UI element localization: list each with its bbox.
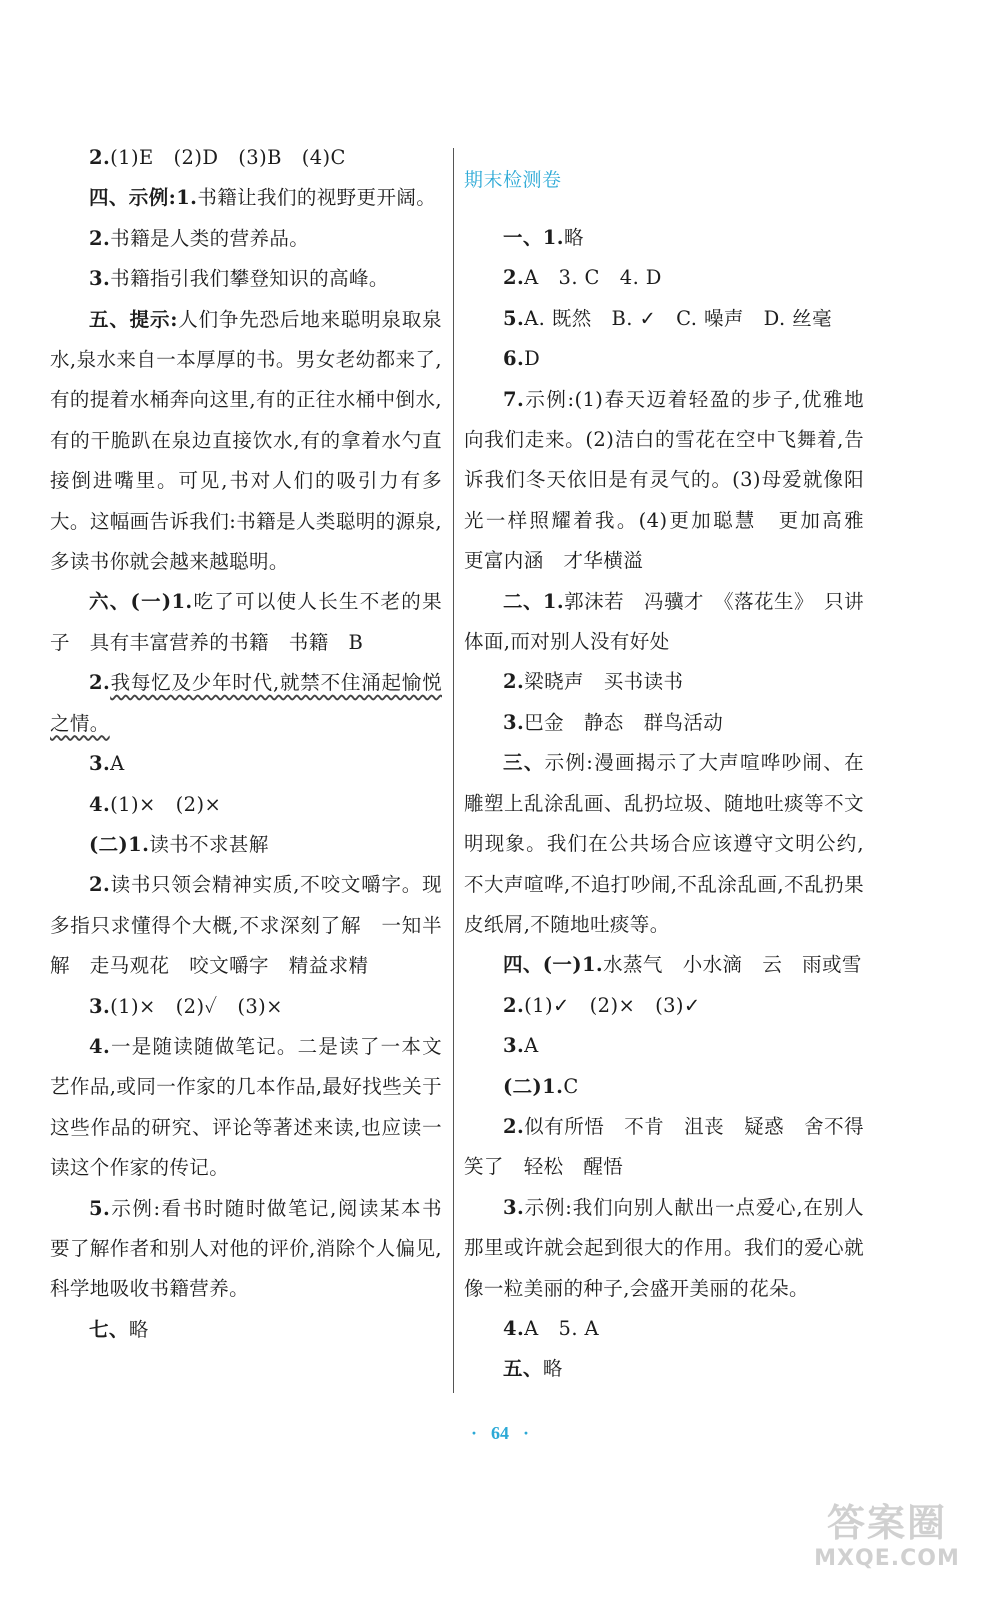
answer-text: 书籍是人类的营养品。 [110,226,310,250]
answer-line [50,987,442,1027]
answer-line [50,785,442,825]
answer-line [50,744,442,784]
answer-text: (1)✓ (2)× (3)✓ [524,993,701,1017]
answer-number: 2. [89,146,111,169]
answer-number: 4. [89,1034,111,1058]
answer-number: 2. [503,670,525,694]
answer-line [464,1309,864,1349]
answer-line [464,945,864,985]
answer-number: 2. [89,873,111,897]
answer-number: 5. [503,306,525,330]
answer-text: 读书不求甚解 [149,832,269,856]
answer-text: 略 [128,1317,149,1341]
answer-number: 3. [89,994,111,1018]
answer-text: 我每忆及少年时代,就禁不住涌起愉悦之情。 [50,671,442,735]
right-column [464,138,884,1390]
answer-number: 三、 [503,751,545,775]
answer-text: A 5. A [524,1316,600,1340]
answer-text: (1)× (2)✓ (3)× [110,994,283,1018]
answer-line [50,1027,442,1189]
answer-number: 3. [89,752,111,776]
answer-text: 读书只领会精神实质,不咬文嚼字。现多指只求懂得个大概,不求深刻了解 一知半解 走马观花 咬文嚼字 精益求精 [50,873,442,978]
answer-text: (1)E (2)D (3)B (4)C [110,146,346,169]
answer-text: 示例:(1)春天迈着轻盈的步子,优雅地向我们走来。(2)洁白的雪花在空中飞舞着,告诉我们冬天依旧是有灵气的。(3)母爱就像阳光一样照耀着我。(4)更加聪慧 更加高雅 更富内涵 才华横溢 [464,387,884,573]
answer-text: C [563,1074,579,1098]
watermark-bottom-text: MXQE.COM [814,1546,960,1571]
answer-text: 书籍让我们的视野更开阔。 [197,186,437,210]
answer-text: 书籍指引我们攀登知识的高峰。 [110,267,389,291]
answer-number: (二)1. [503,1074,564,1098]
answer-line [50,138,442,178]
answer-line [464,662,864,702]
answer-line [50,825,442,865]
answer-line [50,1189,442,1310]
answer-text: 略 [542,1357,563,1381]
watermark-top-text: 答案圈 [826,1501,947,1545]
answer-line [464,743,864,945]
answer-line [464,299,864,339]
answer-line [50,1310,442,1350]
answer-line [50,663,442,744]
answer-number: 2. [503,266,525,290]
answer-number: 四、(一)1. [503,953,604,977]
answer-text: A 3. C 4. D [524,266,662,290]
answer-number: 5. [89,1196,111,1220]
page-number-footer [0,1423,1000,1444]
answer-text: 巴金 静态 群鸟活动 [524,710,724,734]
answer-text: A. 既然 B. ✓ C. 噪声 D. 丝毫 [524,306,832,330]
answer-line [50,219,442,259]
answer-text: 示例:漫画揭示了大声喧哗吵闹、在雕塑上乱涂乱画、乱扔垃圾、随地吐痰等不文明现象。我们在公共场合应该遵守文明公约,不大声喧哗,不追打吵闹,不乱涂乱画,不乱扔果皮纸屑,不随地吐痰等。 [464,751,864,936]
answer-line [50,178,442,218]
answer-number: 五、提示: [89,307,178,331]
answer-text: 示例:我们向别人献出一点爱心,在别人那里或许就会起到很大的作用。我们的爱心就像一粒美丽的种子,会盛开美丽的花朵。 [464,1195,864,1300]
page-number: 64 [491,1423,509,1443]
answer-number: 4. [503,1316,525,1340]
answer-number: 2. [89,226,111,250]
answer-number: 7. [503,387,525,411]
answer-text: 一是随读随做笔记。二是读了一本文艺作品,或同一作家的几本作品,最好找些关于这些作品的研究、评论等著述来读,也应读一读这个作家的传记。 [50,1034,442,1180]
answer-line [464,380,884,582]
answer-line [464,218,864,258]
answer-text: D [524,347,541,371]
answer-text: 人们争先恐后地来聪明泉取泉水,泉水来自一本厚厚的书。男女老幼都来了,有的提着水桶奔向这里,有的正往水桶中倒水,有的干脆趴在泉边直接饮水,有的拿着水勺直接倒进嘴里。可见,书对人们的吸引力有多大。这幅画告诉我们:书籍是人类聪明的源泉,多读书你就会越来越聪明。 [50,307,442,574]
answer-text: 水蒸气 小水滴 云 雨或雪 [603,953,862,977]
page-dot-left: · [470,1423,477,1443]
answer-number: 3. [89,267,111,291]
answer-number: 一、1. [503,226,564,249]
column-divider [453,148,454,1393]
answer-line [464,1067,864,1107]
answer-line [464,339,864,379]
answer-number: 六、(一)1. [89,590,193,614]
answer-text: 梁晓声 买书读书 [524,670,684,694]
answer-text: 郭沫若 冯骥才 《落花生》 只讲体面,而对别人没有好处 [464,589,864,654]
answer-line [464,1349,864,1389]
answer-number: 3. [503,710,525,734]
right-column-body [464,218,884,1390]
answer-number: (二)1. [89,832,150,856]
answer-line [464,1026,864,1066]
watermark-logo [792,1492,982,1582]
answer-text: A [110,752,125,776]
answer-line [50,300,442,583]
answer-number: 2. [503,1114,525,1138]
section-title: 期末检测卷 [464,169,562,191]
answer-number: 七、 [89,1317,129,1341]
answer-text: (1)× (2)× [110,792,222,816]
answer-text: 似有所悟 不肯 沮丧 疑惑 舍不得 笑了 轻松 醒悟 [464,1114,884,1179]
left-column [50,138,442,1350]
answer-text: 示例:看书时随时做笔记,阅读某本书要了解作者和别人对他的评价,消除个人偏见,科学地吸收书籍营养。 [50,1196,442,1301]
answer-number: 五、 [503,1357,543,1381]
answer-text: 吃了可以使人长生不老的果子 具有丰富营养的书籍 书籍 B [50,590,442,654]
answer-number: 6. [503,347,525,371]
answer-text: A [524,1034,539,1058]
answer-number: 二、1. [503,589,565,613]
answer-line [50,865,442,986]
answer-number: 四、示例:1. [89,186,198,210]
answer-line [464,1107,884,1188]
answer-number: 4. [89,792,111,816]
answer-number: 2. [89,671,111,695]
answer-line [464,1188,864,1309]
answer-text: 略 [563,226,584,249]
answer-number: 3. [503,1034,525,1058]
answer-line [464,703,864,743]
answer-number: 3. [503,1195,525,1219]
page-dot-right: · [523,1423,530,1443]
answer-line [464,986,864,1026]
answer-line [464,258,864,298]
answer-line [464,582,864,663]
answer-line [50,582,442,663]
answer-number: 2. [503,993,525,1017]
answer-line [50,259,442,299]
